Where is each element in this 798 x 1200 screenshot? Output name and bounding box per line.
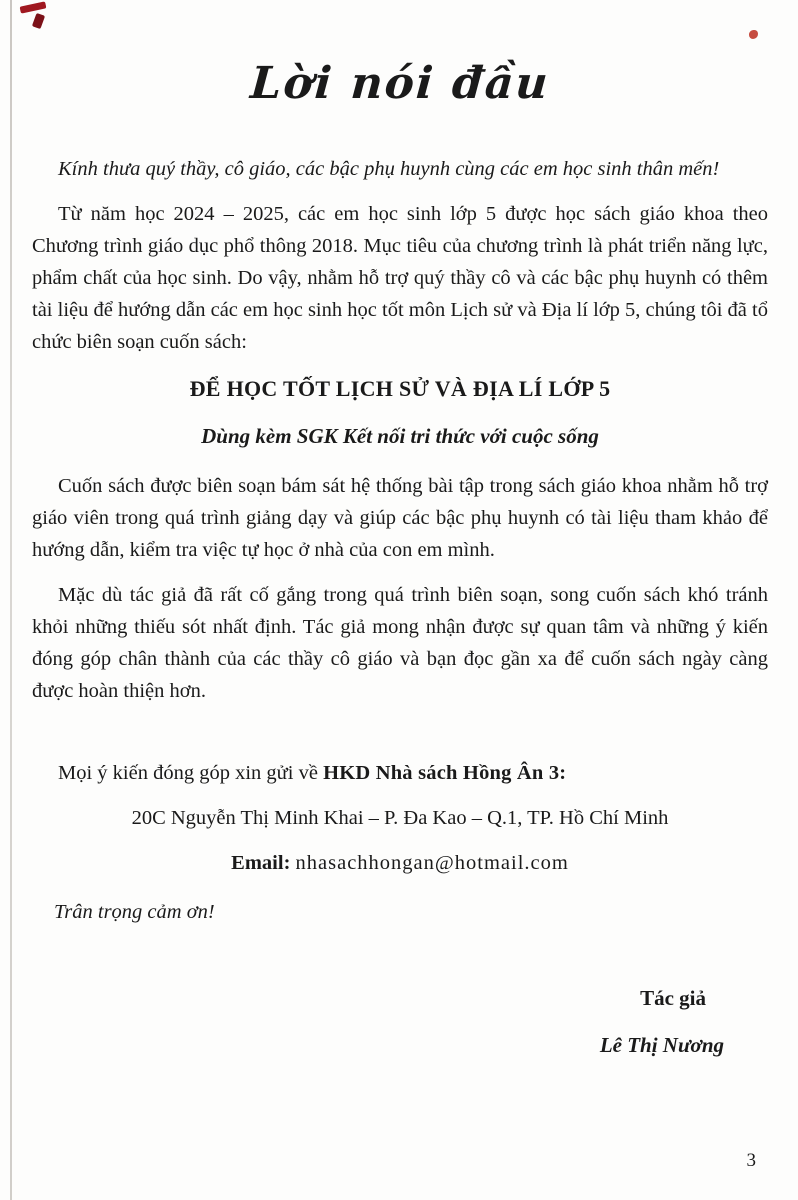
publisher-address: 20C Nguyễn Thị Minh Khai – P. Đa Kao – Q.1, TP. Hồ Chí Minh: [131, 807, 669, 829]
book-title: ĐỂ HỌC TỐT LỊCH SỬ VÀ ĐỊA LÍ LỚP 5: [189, 376, 611, 401]
about-paragraph: Cuốn sách được biên soạn bám sát hệ thống bài tập trong sách giáo khoa nhằm hỗ trợ giáo viên trong quá trình giảng dạy và giúp các bậc phụ huynh có tài liệu tham khảo để hướng dẫn, kiểm tra việc tự học ở nhà của con em mình.: [32, 475, 768, 561]
signature-block: [32, 986, 768, 1058]
email-line: [32, 847, 768, 879]
scan-artifact-top-left-2: [32, 13, 45, 29]
author-name: Lê Thị Nương: [599, 1033, 724, 1057]
contact-prefix: Mọi ý kiến đóng góp xin gửi về: [58, 762, 324, 784]
email-label: Email:: [231, 852, 296, 874]
intro-paragraph: Từ năm học 2024 – 2025, các em học sinh lớp 5 được học sách giáo khoa theo Chương trình giáo dục phổ thông 2018. Mục tiêu của chương trình là phát triển năng lực, phẩm chất của học sinh. Do vậy, nhằm hỗ trợ quý thầy cô và các bậc phụ huynh có thêm tài liệu để hướng dẫn các em học sinh học tốt môn Lịch sử và Địa lí lớp 5, chúng tôi đã tổ chức biên soạn cuốn sách:: [32, 203, 768, 353]
publisher-name: HKD Nhà sách Hồng Ân 3:: [323, 762, 567, 784]
apology-paragraph: Mặc dù tác giả đã rất cố gắng trong quá trình biên soạn, song cuốn sách khó tránh khỏi những thiếu sót nhất định. Tác giả mong nhận được sự quan tâm và những ý kiến đóng góp chân thành của các thầy cô giáo và bạn đọc gần xa để cuốn sách ngày càng được hoàn thiện hơn.: [32, 584, 768, 702]
scan-artifact-top-left-1: [20, 1, 47, 13]
scan-artifact-top-right: [749, 30, 758, 39]
contact-line: [32, 757, 768, 789]
email-address: nhasachhongan@hotmail.com: [295, 852, 569, 874]
page-number: 3: [746, 1150, 756, 1171]
book-subtitle: Dùng kèm SGK Kết nối tri thức với cuộc sống: [201, 424, 599, 448]
page-title: Lời nói đầu: [248, 58, 552, 109]
thanks-line: Trân trọng cảm ơn!: [54, 901, 215, 923]
author-label: Tác giả: [640, 986, 706, 1010]
greeting-paragraph: Kính thưa quý thầy, cô giáo, các bậc phụ huynh cùng các em học sinh thân mến!: [58, 158, 720, 180]
scan-edge-line: [10, 0, 12, 1200]
